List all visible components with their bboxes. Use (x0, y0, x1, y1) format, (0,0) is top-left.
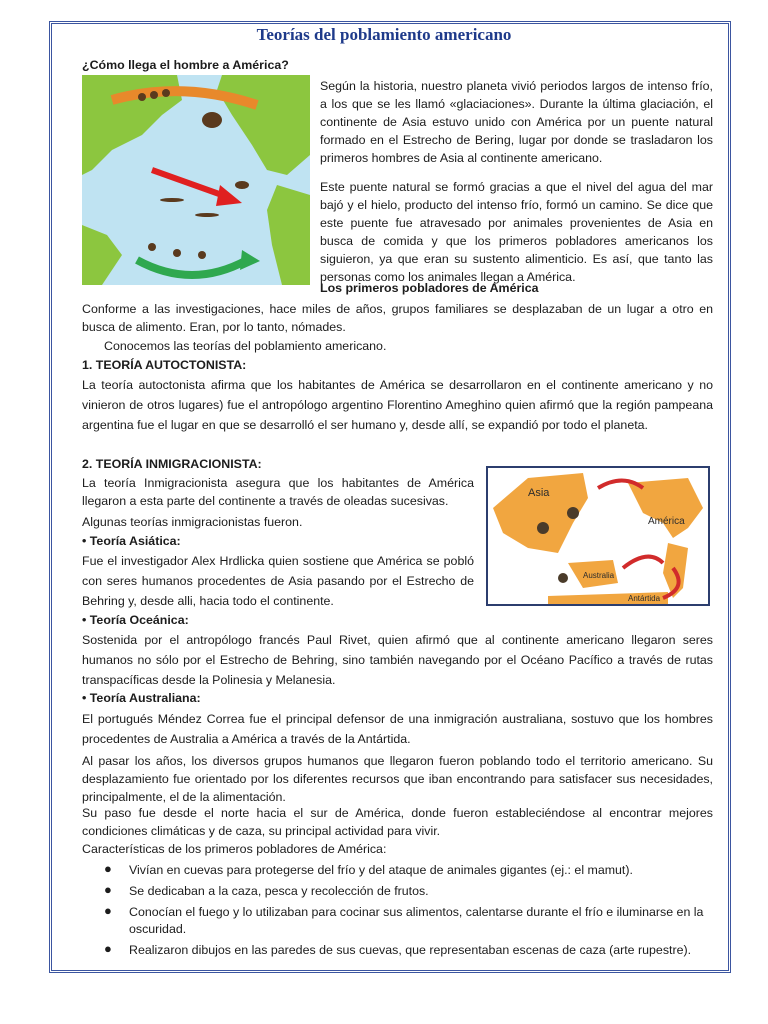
characteristic-item: Vivían en cuevas para protegerse del frío y del ataque de animales gigantes (ej.: el mamut). (129, 863, 633, 877)
bullet-dot: ● (104, 861, 112, 876)
section-1-text: La teoría autoctonista afirma que los habitantes de América se desarrollaron en el continente americano y no vinieron de otros lugares) fue el antropólogo argentino Florentino Ameghino quien afirmó que la región pampeana argentina fue el lugar en que se desarrolló el ser humano y, desde allí, se expandió por todo el planeta. (82, 378, 713, 432)
question-heading: ¿Cómo llega el hombre a América? (82, 58, 289, 72)
section-2-text-2: Algunas teorías inmigracionistas fueron. (82, 515, 303, 529)
bullet-dot: ● (104, 941, 112, 956)
map-label-australia: Australia (583, 571, 615, 580)
australian-theory-text: El portugués Méndez Correa fue el principal defensor de una inmigración australiana, sostuvo que los hombres procedentes de Australia a América a través de la Antártida. (82, 712, 713, 746)
characteristics-title: Características de los primeros pobladores de América: (82, 842, 387, 856)
nomads-paragraph: Conforme a las investigaciones, hace miles de años, grupos familiares se desplazaban de un lugar a otro en busca de alimento. Eran, por lo tanto, nómades. (82, 302, 713, 334)
characteristic-item: Realizaron dibujos en las paredes de sus cuevas, que representaban escenas de caza (arte rupestre). (129, 943, 692, 957)
theories-intro: Conocemos las teorías del poblamiento americano. (104, 339, 387, 353)
route-paragraph: Su paso fue desde el norte hacia el sur de América, donde fueron estableciéndose al encontrar mejores condiciones climáticas y de caza, su principal actividad para vivir. (82, 806, 713, 838)
section-2-text: La teoría Inmigracionista asegura que los habitantes de América llegaron a esta parte del continente a través de oleadas sucesivas. (82, 476, 474, 508)
over-years-paragraph: Al pasar los años, los diversos grupos humanos que llegaron fueron poblando todo el territorio americano. Su desplazamiento fue orientado por los diferentes recursos que iban encontrando para satisfacer sus necesidades, principalmente, el de la alimentación. (82, 754, 713, 804)
section-1-title: 1. TEORÍA AUTOCTONISTA: (82, 358, 247, 372)
migration-routes-map (486, 466, 710, 606)
bering-migration-map (82, 75, 310, 285)
intro-paragraph-1: Según la historia, nuestro planeta vivió periodos largos de intenso frío, a los que se les llamó «glaciaciones». Durante la última glaciación, el continente de Asia estuvo unido con América por un puente natural formado en el Estrecho de Bering, lugar por donde se trasladaron los primeros hombres de Asia al continente americano. (320, 79, 713, 165)
map-label-asia: Asia (528, 487, 550, 499)
asian-theory-text: Fue el investigador Alex Hrdlicka quien sostiene que América se pobló con seres humanos procedentes de Asia pasando por el Estrecho de Behring y, desde alli, hacia todo el continente. (82, 554, 474, 608)
section-2-title: 2. TEORÍA INMIGRACIONISTA: (82, 457, 262, 471)
map-label-america: América (648, 516, 685, 527)
oceanic-theory-text: Sostenida por el antropólogo francés Paul Rivet, quien afirmó que al continente americano llegaron seres humanos no sólo por el Estrecho de Behring, sino también navegando por el Océano Pacífico a través de rutas transpacíficas desde la Polinesia y Melanesia. (82, 633, 713, 687)
intro-paragraph-2: Este puente natural se formó gracias a que el nivel del agua del mar bajó y el hielo, producto del intenso frío, formó un camino. Se dice que este puente fue atravesado por animales provenientes de Asia en busca de comida y que los primeros pobladores americanos los siguieron, ya que eran su sustento alimenticio. Es así, que tanto las personas como los animales llegan a América. (320, 180, 713, 284)
characteristic-item: Conocían el fuego y lo utilizaban para cocinar sus alimentos, calentarse durante el frío e iluminarse en la oscuridad. (129, 905, 704, 936)
bullet-dot: ● (104, 903, 112, 918)
first-settlers-heading: Los primeros pobladores de América (320, 281, 539, 295)
characteristic-item: Se dedicaban a la caza, pesca y recolección de frutos. (129, 884, 429, 898)
map-label-antartida: Antártida (628, 594, 661, 603)
australian-theory-title: • Teoría Australiana: (82, 691, 201, 705)
oceanic-theory-title: • Teoría Oceánica: (82, 613, 189, 627)
bullet-dot: ● (104, 882, 112, 897)
page-title: Teorías del poblamiento americano (256, 25, 512, 44)
asian-theory-title: • Teoría Asiática: (82, 534, 181, 548)
